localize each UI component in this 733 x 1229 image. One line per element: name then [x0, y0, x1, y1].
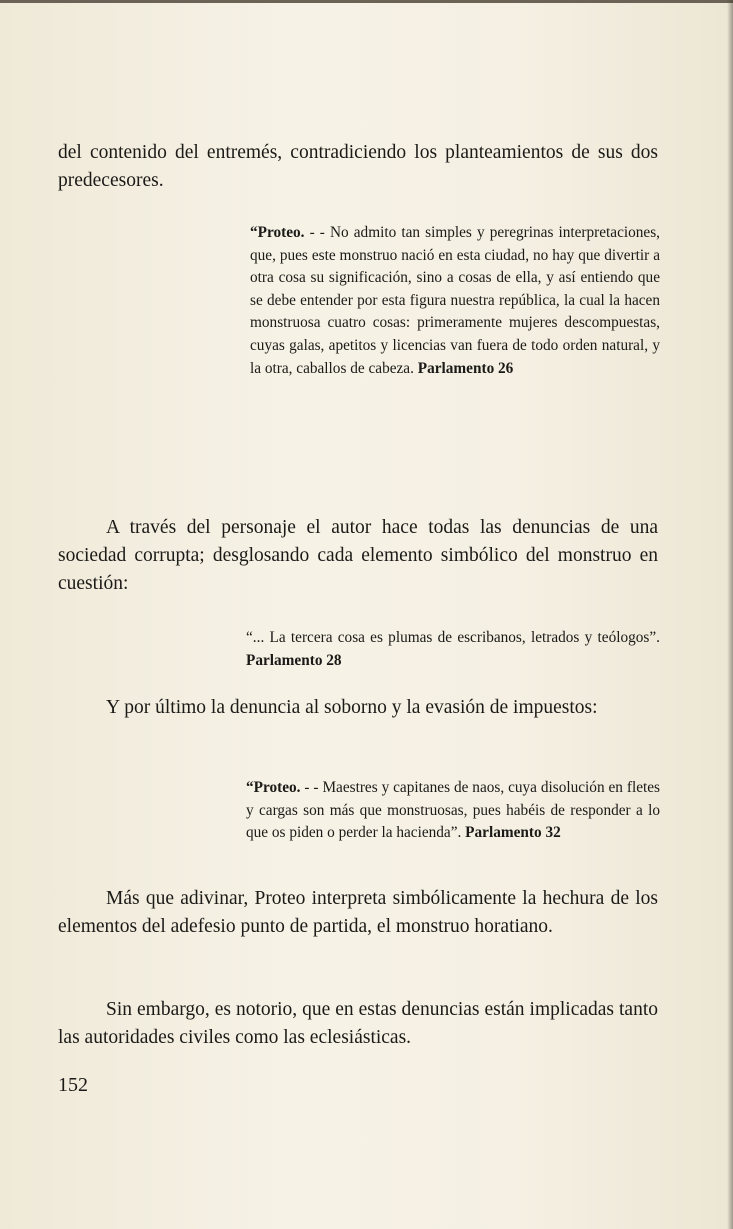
quote-proteo-parlamento-32 — [246, 777, 660, 845]
page-right-shadow — [727, 0, 733, 1229]
paragraph-soborno: Y por último la denuncia al soborno y la evasión de impuestos: — [106, 697, 598, 718]
quote-speaker: “Proteo. — [246, 779, 301, 796]
quote-parlamento-28 — [246, 627, 660, 672]
paragraph-sin-embargo: Sin embargo, es notorio, que en estas denuncias están implicadas tanto las autoridades civiles como las eclesiásticas. — [58, 999, 658, 1048]
quote-text: - - No admito tan simples y peregrinas interpretaciones, que, pues este monstruo nació en esta ciudad, no hay que divertir a otra cosa su significación, sino a cosas de ella, y así entiendo que se debe entender por esta figura nuestra república, la cual la hacen monstruosa cuatro cosas: primeramente mujeres descompuestas, cuyas galas, apetitos y licencias van fuera de todo orden natural, y la otra, caballos de cabeza. — [250, 224, 660, 377]
paragraph-adivinar: Más que adivinar, Proteo interpreta simbólicamente la hechura de los elementos del adefesio punto de partida, el monstruo horatiano. — [58, 888, 658, 937]
quote-reference: Parlamento 32 — [465, 824, 561, 842]
quote-reference: Parlamento 26 — [417, 359, 514, 377]
paragraph-continuation: del contenido del entremés, contradiciendo los planteamientos de sus dos predecesores. — [58, 142, 658, 191]
page-number: 152 — [58, 1074, 88, 1096]
page-top-edge — [0, 0, 733, 3]
quote-reference: Parlamento 28 — [246, 651, 342, 669]
paragraph-denuncias: A través del personaje el autor hace todas las denuncias de una sociedad corrupta; desglosando cada elemento simbólico del monstruo en cuestión: — [58, 517, 658, 594]
quote-proteo-parlamento-26 — [250, 222, 660, 380]
quote-speaker: “Proteo. — [250, 224, 305, 241]
quote-text: “... La tercera cosa es plumas de escribanos, letrados y teólogos”. — [246, 629, 660, 646]
quote-text: - - Maestres y capitanes de naos, cuya disolución en fletes y cargas son más que monstruosas, pues habéis de responder a lo que os piden o perder la hacienda”. — [246, 779, 660, 842]
